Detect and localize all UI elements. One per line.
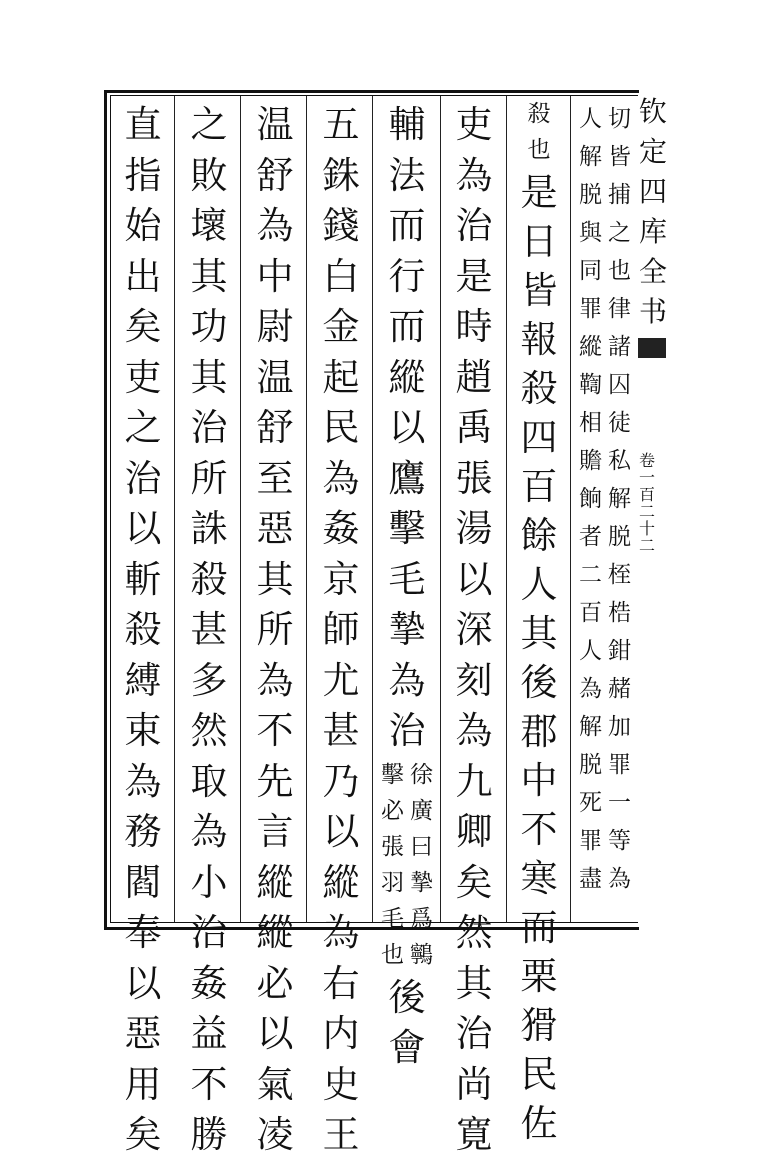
- text-char: 吏: [455, 103, 493, 146]
- text-char: 姦: [322, 507, 360, 550]
- text-char: 縛: [124, 658, 162, 702]
- text-column: [316, 100, 366, 1156]
- note-char: 與: [579, 220, 602, 246]
- text-char: 益: [190, 1012, 228, 1055]
- text-char: 斬: [124, 557, 162, 601]
- juan-char: 一: [638, 468, 655, 487]
- text-char: 以: [388, 406, 426, 449]
- text-char: 内: [322, 1012, 360, 1055]
- note-char: 羽: [381, 869, 404, 896]
- note-char: 為: [579, 676, 602, 702]
- text-char: 為: [190, 810, 228, 853]
- text-char: 取: [190, 759, 228, 803]
- text-char: 輔: [388, 103, 426, 146]
- text-char: 舒: [256, 153, 294, 197]
- note-char: 也: [381, 941, 404, 968]
- text-char: 温: [256, 355, 294, 399]
- text-char: 姦: [190, 961, 228, 1005]
- text-char: 京: [322, 557, 360, 601]
- note-char: 皆: [608, 144, 631, 170]
- text-char: 惡: [256, 507, 294, 550]
- text-char: 殺: [190, 557, 228, 601]
- text-char: 凌: [256, 1113, 294, 1156]
- note-char: 梏: [608, 600, 631, 626]
- note-char: 切: [608, 106, 631, 132]
- text-char: 所: [190, 456, 228, 500]
- text-char: 其: [190, 355, 228, 399]
- text-char: 右: [322, 961, 360, 1005]
- text-char: 趙: [455, 355, 493, 399]
- text-char: 奉: [124, 911, 162, 954]
- text-char: 乃: [322, 759, 360, 803]
- note-subcolumn-right: [608, 100, 631, 898]
- note-char: 張: [381, 833, 404, 860]
- text-char: 日: [520, 220, 558, 263]
- text-char: 甚: [322, 709, 360, 752]
- margin-char: 书: [638, 295, 667, 328]
- text-char: 五: [322, 103, 360, 146]
- note-subcolumn: [528, 96, 551, 168]
- note-char: 律: [608, 296, 631, 322]
- text-char: 然: [190, 709, 228, 752]
- juan-char: 百: [638, 485, 655, 504]
- note-char: 加: [608, 714, 631, 740]
- text-char: 治: [455, 204, 493, 247]
- text-char: 為: [455, 153, 493, 197]
- text-char: 不: [190, 1062, 228, 1106]
- text-char: 束: [124, 709, 162, 752]
- text-char: 殺: [520, 367, 558, 410]
- text-char: 而: [388, 305, 426, 348]
- note-char: 盡: [579, 866, 602, 892]
- text-char: 寒: [520, 857, 558, 900]
- note-char: 必: [381, 797, 404, 824]
- note-char: 廣: [410, 797, 433, 824]
- text-char: 甚: [190, 608, 228, 651]
- text-char: 直: [124, 103, 162, 146]
- text-char: 温: [256, 103, 294, 146]
- text-char: 百: [520, 465, 558, 508]
- text-char: 先: [256, 759, 294, 803]
- note-char: 解: [608, 486, 631, 512]
- text-char: 指: [124, 153, 162, 197]
- text-char: 以: [455, 557, 493, 601]
- note-char: 毛: [381, 905, 404, 932]
- text-char: 中: [520, 759, 558, 802]
- text-char: 錢: [322, 204, 360, 247]
- note-char: 爲: [410, 905, 433, 932]
- text-char: 而: [388, 204, 426, 247]
- text-char: 湯: [455, 507, 493, 550]
- text-char: 為: [124, 759, 162, 803]
- note-char: 諸: [608, 334, 631, 360]
- text-char: 治: [190, 911, 228, 954]
- text-char: 為: [455, 709, 493, 752]
- text-char: 為: [322, 456, 360, 500]
- text-char: 佐: [520, 1102, 558, 1145]
- juan-char: 卷: [638, 451, 655, 470]
- text-char: 之: [124, 406, 162, 449]
- text-char: 金: [322, 305, 360, 348]
- text-char: 禹: [455, 406, 493, 449]
- note-char: 二: [579, 562, 602, 588]
- text-column: [250, 100, 300, 1156]
- text-char: 師: [322, 608, 360, 651]
- column-rule: [506, 96, 507, 922]
- text-char: 摯: [388, 608, 426, 651]
- note-char: 鸋: [410, 941, 433, 968]
- text-char: 縱: [256, 911, 294, 954]
- text-char: 栗: [520, 955, 558, 998]
- margin-char: 钦: [638, 95, 667, 128]
- note-char: 罪: [608, 752, 631, 778]
- column-rule: [372, 96, 373, 922]
- text-char: 時: [455, 305, 493, 348]
- text-char: 多: [190, 658, 228, 702]
- text-char: 起: [322, 355, 360, 399]
- column-rule: [174, 96, 175, 922]
- note-char: 罪: [579, 296, 602, 322]
- text-char: 所: [256, 608, 294, 651]
- text-char: 餘: [520, 514, 558, 557]
- text-char: 深: [455, 608, 493, 651]
- text-char: 中: [256, 254, 294, 298]
- text-char: 縱: [388, 355, 426, 399]
- text-char: 用: [124, 1062, 162, 1106]
- text-column: [580, 100, 630, 920]
- text-char: 其: [520, 612, 558, 655]
- column-rule: [440, 96, 441, 922]
- note-char: 鉗: [608, 638, 631, 664]
- text-char: 寛: [455, 1113, 493, 1156]
- text-char: 矣: [124, 1113, 162, 1156]
- text-char: 不: [256, 709, 294, 752]
- text-char: 是: [455, 254, 493, 298]
- note-char: 摯: [410, 869, 433, 896]
- text-char: 民: [520, 1053, 558, 1096]
- text-char: 出: [124, 254, 162, 298]
- text-char: 閻: [124, 860, 162, 904]
- margin-char: 定: [638, 135, 667, 168]
- text-char: 後: [388, 975, 426, 1019]
- note-char: 也: [608, 258, 631, 284]
- text-char: 報: [520, 318, 558, 361]
- text-char: 惡: [124, 1012, 162, 1055]
- text-char: 後: [520, 661, 558, 704]
- text-char: 敗: [190, 153, 228, 197]
- note-char: 贍: [579, 448, 602, 474]
- note-char: 相: [579, 410, 602, 436]
- text-column: [381, 100, 433, 1069]
- note-char: 鞫: [579, 372, 602, 398]
- note-char: 擊: [381, 761, 404, 788]
- note-char: 解: [579, 714, 602, 740]
- note-char: 百: [579, 600, 602, 626]
- text-char: 皆: [520, 269, 558, 312]
- text-char: 然: [455, 911, 493, 954]
- text-char: 為: [256, 204, 294, 247]
- text-char: 銖: [322, 153, 360, 197]
- text-char: 誅: [190, 507, 228, 550]
- text-char: 以: [322, 810, 360, 853]
- text-char: 必: [256, 961, 294, 1005]
- text-char: 尉: [256, 305, 294, 348]
- note-subcolumn-left: [579, 100, 602, 898]
- note-char: 之: [608, 220, 631, 246]
- text-char: 舒: [256, 406, 294, 449]
- text-char: 是: [520, 171, 558, 214]
- text-char: 功: [190, 305, 228, 348]
- note-char: 為: [608, 866, 631, 892]
- text-char: 為: [256, 658, 294, 702]
- text-char: 尚: [455, 1062, 493, 1106]
- text-char: 而: [520, 906, 558, 949]
- text-char: 其: [455, 961, 493, 1005]
- note-char: 死: [579, 790, 602, 816]
- note-char: 捕: [608, 182, 631, 208]
- juan-char: 二: [638, 536, 655, 555]
- note-subcolumn-right: [410, 757, 433, 973]
- note-char: 一: [608, 790, 631, 816]
- note-char: 也: [527, 137, 551, 163]
- text-char: 擊: [388, 507, 426, 550]
- text-char: 張: [455, 456, 493, 500]
- juan-char: 十: [638, 519, 655, 538]
- text-char: 殺: [124, 608, 162, 651]
- note-char: 者: [579, 524, 602, 550]
- text-char: 縱: [256, 860, 294, 904]
- text-char: 不: [520, 808, 558, 851]
- note-char: 囚: [608, 372, 631, 398]
- text-char: 尤: [322, 658, 360, 702]
- text-char: 人: [520, 563, 558, 606]
- text-char: 以: [124, 961, 162, 1005]
- text-char: 以: [256, 1012, 294, 1055]
- text-char: 治: [455, 1012, 493, 1055]
- text-char: 法: [388, 153, 426, 197]
- margin-char: 四: [638, 175, 667, 208]
- text-char: 刻: [455, 658, 493, 702]
- text-char: 務: [124, 810, 162, 853]
- text-char: 治: [124, 456, 162, 500]
- text-char: 郡: [520, 710, 558, 753]
- text-char: 鷹: [388, 456, 426, 500]
- text-column: [449, 100, 499, 1156]
- text-char: 矣: [124, 305, 162, 348]
- text-char: 之: [190, 103, 228, 146]
- text-char: 四: [520, 416, 558, 459]
- note-char: 餉: [579, 486, 602, 512]
- margin-title: [638, 92, 668, 342]
- text-char: 矣: [455, 860, 493, 904]
- note-char: 罪: [579, 828, 602, 854]
- note-char: 同: [579, 258, 602, 284]
- text-char: 以: [124, 507, 162, 550]
- column-rule: [306, 96, 307, 922]
- note-char: 解: [579, 144, 602, 170]
- text-char: 至: [256, 456, 294, 500]
- text-char: 治: [190, 406, 228, 449]
- margin-char: 全: [638, 255, 667, 288]
- note-char: 脱: [579, 182, 602, 208]
- text-char: 言: [256, 810, 294, 853]
- text-char: 會: [388, 1026, 426, 1069]
- text-char: 治: [388, 709, 426, 752]
- note-char: 徒: [608, 410, 631, 436]
- note-char: 赭: [608, 676, 631, 702]
- column-rule: [240, 96, 241, 922]
- juan-char: 二: [638, 502, 655, 521]
- text-char: 行: [388, 254, 426, 298]
- text-char: 小: [190, 860, 228, 904]
- text-char: 民: [322, 406, 360, 449]
- text-column: [514, 96, 564, 1145]
- text-char: 其: [256, 557, 294, 601]
- text-char: 為: [322, 911, 360, 954]
- note-char: 曰: [410, 833, 433, 860]
- text-char: 始: [124, 204, 162, 247]
- text-char: 為: [388, 658, 426, 702]
- note-char: 脱: [579, 752, 602, 778]
- note-char: 殺: [527, 101, 551, 127]
- text-char: 其: [190, 254, 228, 298]
- text-char: 吏: [124, 355, 162, 399]
- juan-number: [636, 452, 658, 554]
- note-char: 等: [608, 828, 631, 854]
- column-rule: [570, 96, 571, 922]
- text-column: [118, 100, 168, 1156]
- note-char: 人: [579, 638, 602, 664]
- margin-char: 库: [638, 215, 667, 248]
- text-char: 毛: [388, 557, 426, 601]
- text-char: 王: [322, 1113, 360, 1156]
- text-char: 白: [322, 254, 360, 298]
- note-char: 桎: [608, 562, 631, 588]
- text-char: 氣: [256, 1062, 294, 1106]
- text-char: 九: [455, 759, 493, 803]
- text-char: 縱: [322, 860, 360, 904]
- fishtail-mark: [638, 338, 666, 358]
- note-char: 徐: [410, 761, 433, 788]
- text-char: 壞: [190, 204, 228, 247]
- note-char: 人: [579, 106, 602, 132]
- text-char: 卿: [455, 810, 493, 853]
- note-char: 私: [608, 448, 631, 474]
- text-column: [184, 100, 234, 1156]
- text-char: 史: [322, 1062, 360, 1106]
- note-subcolumn-left: [381, 757, 404, 973]
- text-char: 猾: [520, 1004, 558, 1047]
- note-char: 脱: [608, 524, 631, 550]
- text-char: 勝: [190, 1113, 228, 1156]
- note-char: 縱: [579, 334, 602, 360]
